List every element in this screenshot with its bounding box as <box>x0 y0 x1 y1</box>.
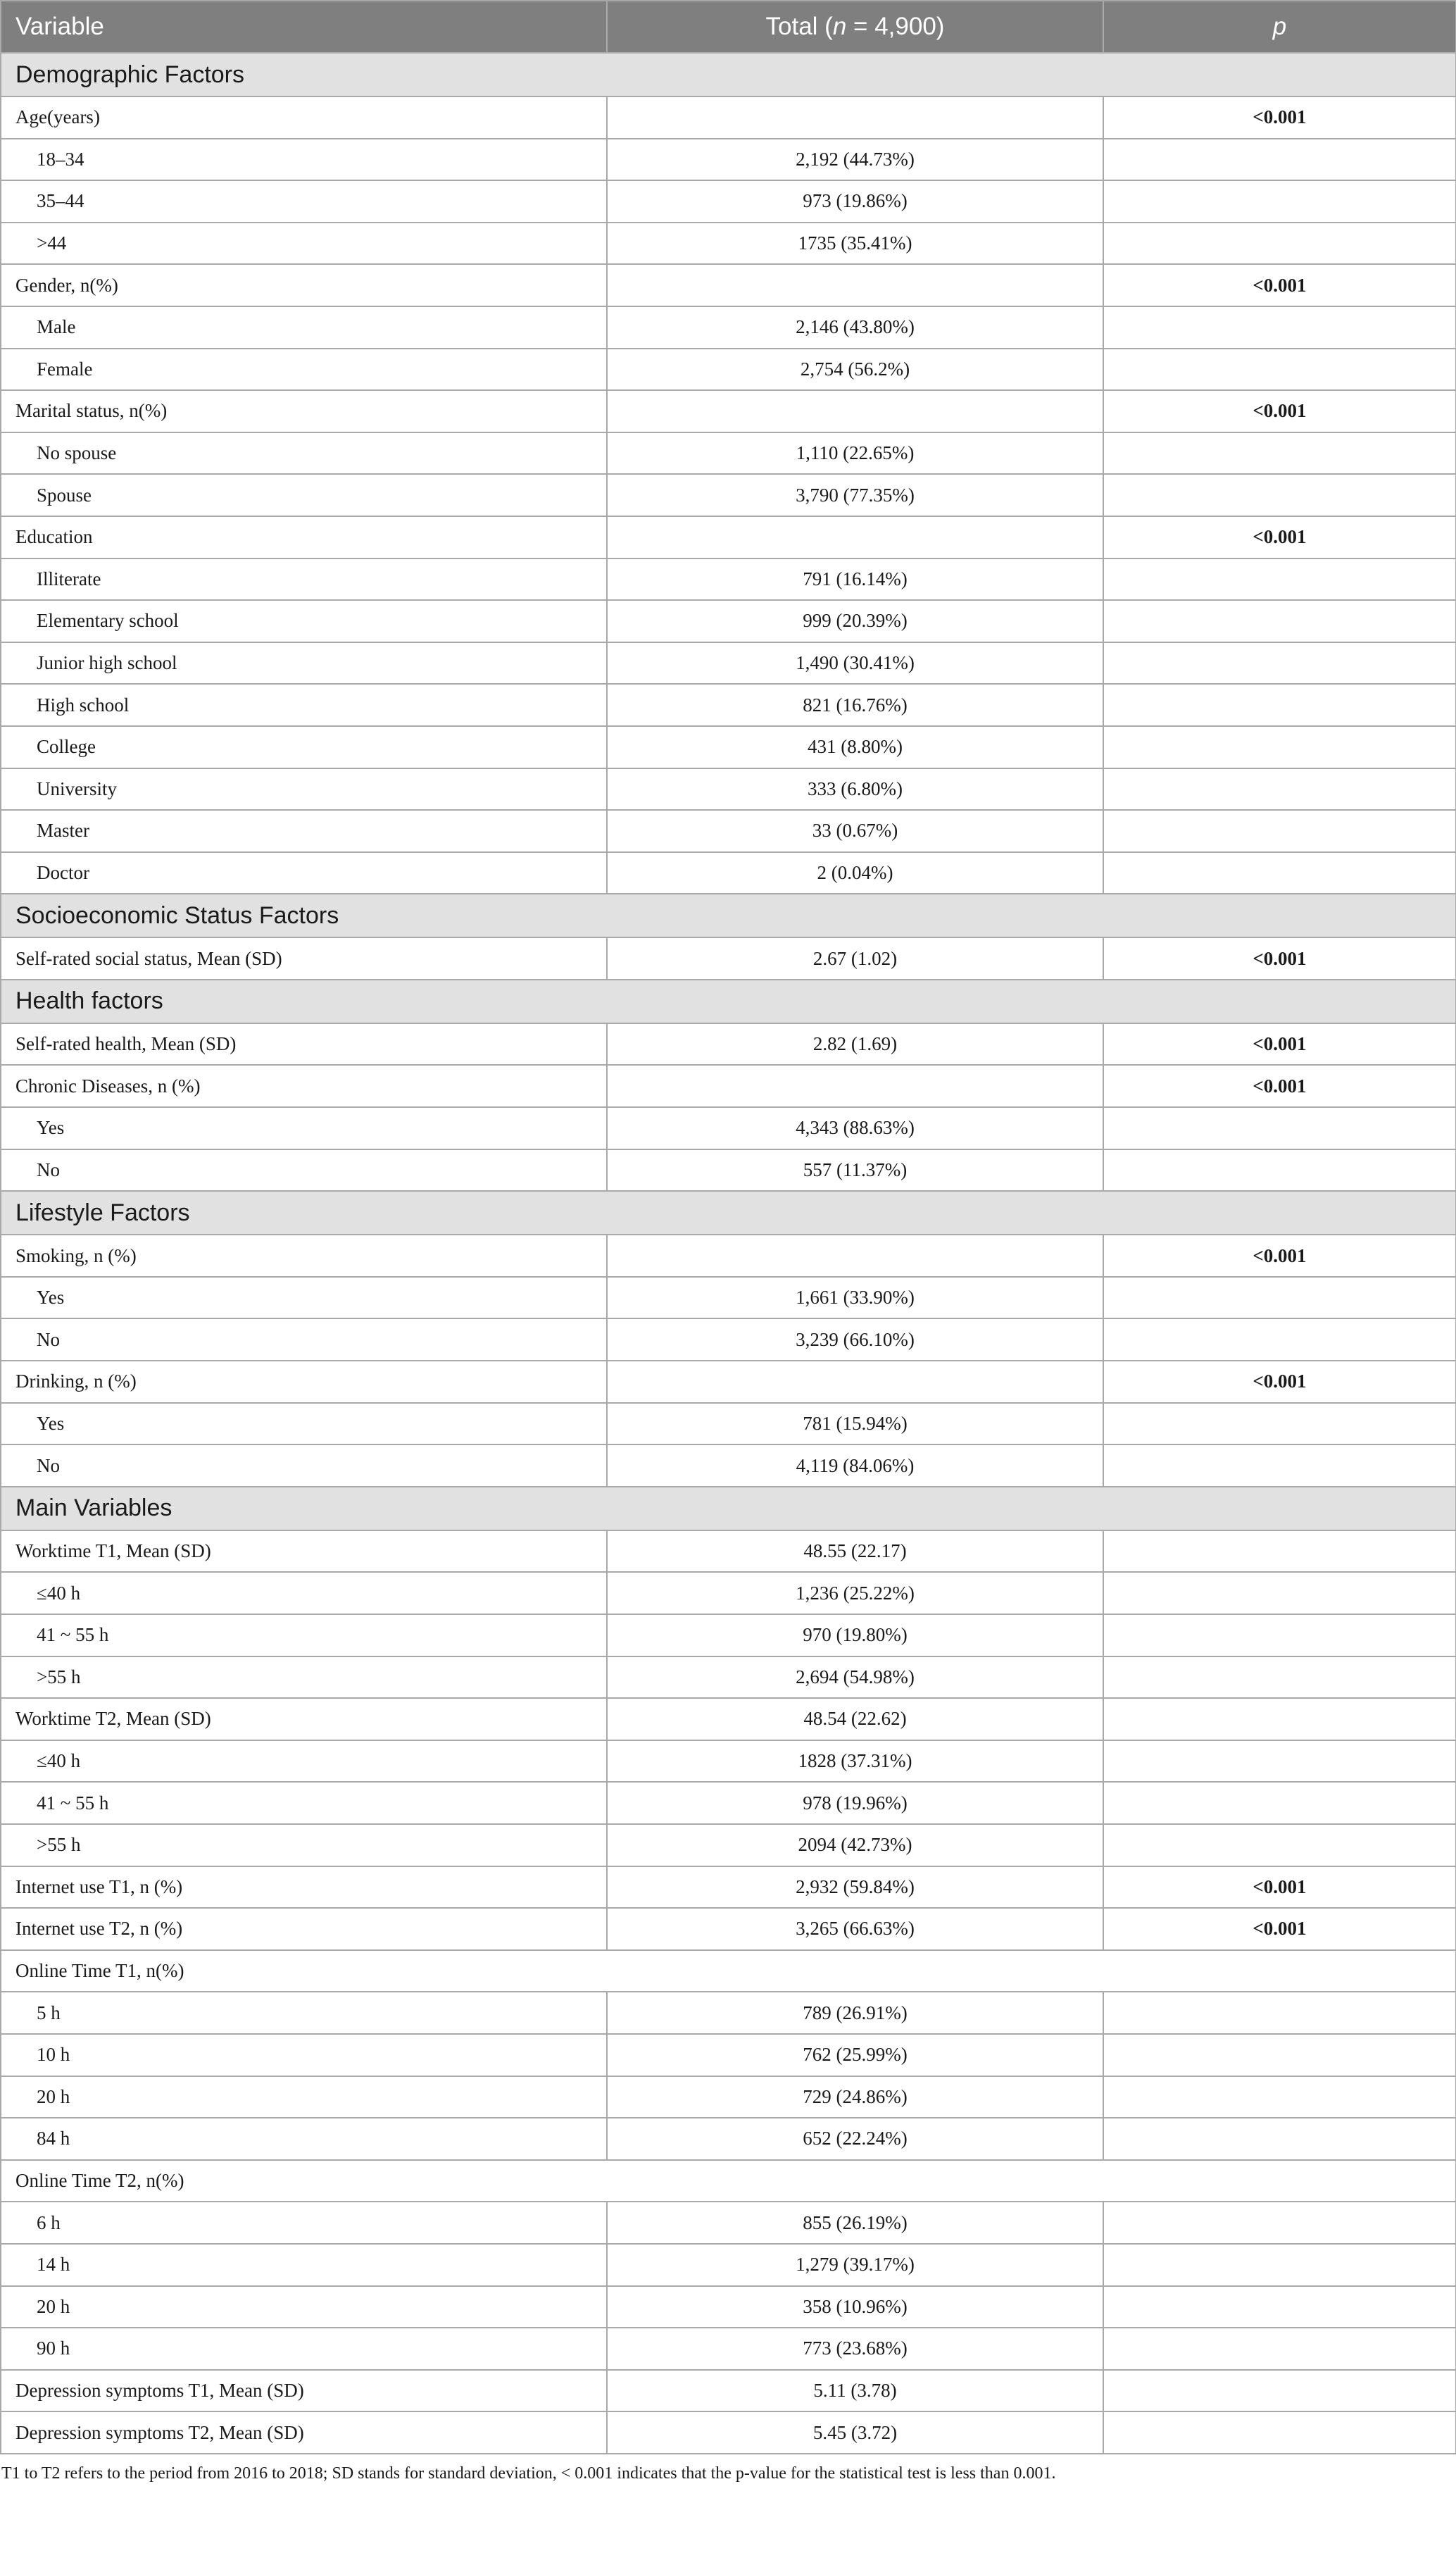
row-label: 10 h <box>1 2034 607 2076</box>
row-p-value <box>1103 349 1456 391</box>
row-p-value: <0.001 <box>1103 390 1456 432</box>
row-total <box>607 516 1103 558</box>
row-label: Worktime T2, Mean (SD) <box>1 1698 607 1740</box>
table-row <box>1 2160 1456 2202</box>
row-total: 1,661 (33.90%) <box>607 1277 1103 1319</box>
table-row <box>1 2411 1456 2454</box>
row-label: Spouse <box>1 474 607 516</box>
row-total: 431 (8.80%) <box>607 726 1103 768</box>
row-p-value <box>1103 600 1456 642</box>
section-title: Lifestyle Factors <box>1 1191 1456 1235</box>
table-body <box>1 53 1456 2454</box>
row-p-value <box>1103 810 1456 852</box>
row-total: 1,110 (22.65%) <box>607 432 1103 475</box>
row-total <box>607 1361 1103 1403</box>
row-label: High school <box>1 684 607 726</box>
row-p-value <box>1103 2202 1456 2244</box>
row-p-value <box>1103 139 1456 181</box>
table-row <box>1 1866 1456 1909</box>
row-label: Smoking, n (%) <box>1 1235 607 1277</box>
table-row <box>1 642 1456 685</box>
row-p-value <box>1103 432 1456 475</box>
row-total: 2,754 (56.2%) <box>607 349 1103 391</box>
table-row <box>1 600 1456 642</box>
row-p-value <box>1103 1614 1456 1656</box>
footnote: T1 to T2 refers to the period from 2016 to 2018; SD stands for standard deviation, < 0.001 indicates that the p-value for the statistical test is less than 0.001. <box>1 2464 1056 2483</box>
row-p-value <box>1103 2244 1456 2286</box>
row-total: 2,932 (59.84%) <box>607 1866 1103 1909</box>
table-row <box>1 1614 1456 1656</box>
row-total <box>607 264 1103 306</box>
row-p-value <box>1103 1444 1456 1487</box>
row-p-value <box>1103 306 1456 349</box>
row-label: 14 h <box>1 2244 607 2286</box>
row-p-value <box>1103 2286 1456 2328</box>
row-p-value <box>1103 2328 1456 2370</box>
row-p-value <box>1103 1107 1456 1149</box>
row-label: Master <box>1 810 607 852</box>
row-total: 3,790 (77.35%) <box>607 474 1103 516</box>
row-label: Depression symptoms T1, Mean (SD) <box>1 2370 607 2412</box>
row-label: University <box>1 768 607 811</box>
table-row <box>1 432 1456 475</box>
row-total <box>607 96 1103 139</box>
row-p-value <box>1103 558 1456 601</box>
row-label: 20 h <box>1 2286 607 2328</box>
row-total: 729 (24.86%) <box>607 2076 1103 2118</box>
row-p-value <box>1103 1277 1456 1319</box>
header-variable: Variable <box>1 1 607 53</box>
table-row <box>1 1107 1456 1149</box>
table-row <box>1 1277 1456 1319</box>
row-total: 2,694 (54.98%) <box>607 1656 1103 1699</box>
row-p-value: <0.001 <box>1103 96 1456 139</box>
table-row <box>1 516 1456 558</box>
row-total: 762 (25.99%) <box>607 2034 1103 2076</box>
row-p-value <box>1103 768 1456 811</box>
section-header-row <box>1 53 1456 96</box>
row-total: 781 (15.94%) <box>607 1403 1103 1445</box>
row-label: Gender, n(%) <box>1 264 607 306</box>
table-row <box>1 1656 1456 1699</box>
row-p-value <box>1103 1656 1456 1699</box>
row-p-value <box>1103 1403 1456 1445</box>
section-title: Health factors <box>1 980 1456 1023</box>
row-total: 4,119 (84.06%) <box>607 1444 1103 1487</box>
row-total: 333 (6.80%) <box>607 768 1103 811</box>
row-total: 2,192 (44.73%) <box>607 139 1103 181</box>
row-p-value <box>1103 1530 1456 1573</box>
table-row <box>1 937 1456 980</box>
table-row <box>1 1992 1456 2034</box>
section-header-row <box>1 1191 1456 1235</box>
row-total: 1828 (37.31%) <box>607 1740 1103 1783</box>
table-row <box>1 306 1456 349</box>
row-p-value: <0.001 <box>1103 1908 1456 1950</box>
row-total: 358 (10.96%) <box>607 2286 1103 2328</box>
table-row <box>1 1698 1456 1740</box>
row-total: 5.11 (3.78) <box>607 2370 1103 2412</box>
table-row <box>1 1361 1456 1403</box>
row-p-value: <0.001 <box>1103 1361 1456 1403</box>
header-total <box>607 1 1103 53</box>
row-label: 18–34 <box>1 139 607 181</box>
row-label: 5 h <box>1 1992 607 2034</box>
row-total <box>607 1235 1103 1277</box>
row-total <box>607 390 1103 432</box>
row-total: 2 (0.04%) <box>607 852 1103 894</box>
row-p-value: <0.001 <box>1103 1023 1456 1066</box>
row-label: Self-rated health, Mean (SD) <box>1 1023 607 1066</box>
table-row <box>1 264 1456 306</box>
row-label: No <box>1 1149 607 1192</box>
table-row <box>1 474 1456 516</box>
row-label: Drinking, n (%) <box>1 1361 607 1403</box>
row-label: No spouse <box>1 432 607 475</box>
table-row <box>1 1824 1456 1866</box>
row-total: 33 (0.67%) <box>607 810 1103 852</box>
row-label: ≤40 h <box>1 1572 607 1614</box>
row-label: Online Time T2, n(%) <box>1 2160 1456 2202</box>
row-total: 773 (23.68%) <box>607 2328 1103 2370</box>
row-label: No <box>1 1318 607 1361</box>
row-label: Depression symptoms T2, Mean (SD) <box>1 2411 607 2454</box>
table-row <box>1 1023 1456 1066</box>
row-p-value <box>1103 1824 1456 1866</box>
row-label: Online Time T1, n(%) <box>1 1950 1456 1992</box>
row-total: 652 (22.24%) <box>607 2118 1103 2160</box>
section-header-row <box>1 980 1456 1023</box>
row-total: 4,343 (88.63%) <box>607 1107 1103 1149</box>
table-row <box>1 2202 1456 2244</box>
row-total: 48.55 (22.17) <box>607 1530 1103 1573</box>
table-row <box>1 768 1456 811</box>
row-total: 3,239 (66.10%) <box>607 1318 1103 1361</box>
row-label: College <box>1 726 607 768</box>
row-p-value: <0.001 <box>1103 264 1456 306</box>
row-p-value <box>1103 2118 1456 2160</box>
section-title: Socioeconomic Status Factors <box>1 894 1456 937</box>
row-total: 2.82 (1.69) <box>607 1023 1103 1066</box>
table-row <box>1 2118 1456 2160</box>
row-total: 978 (19.96%) <box>607 1782 1103 1824</box>
row-total: 48.54 (22.62) <box>607 1698 1103 1740</box>
row-total: 999 (20.39%) <box>607 600 1103 642</box>
row-p-value: <0.001 <box>1103 1065 1456 1107</box>
row-label: >55 h <box>1 1824 607 1866</box>
row-total: 855 (26.19%) <box>607 2202 1103 2244</box>
row-p-value <box>1103 1698 1456 1740</box>
row-p-value <box>1103 684 1456 726</box>
section-title: Main Variables <box>1 1487 1456 1530</box>
header-total-prefix: Total ( <box>765 13 833 40</box>
table-row <box>1 1572 1456 1614</box>
row-label: Yes <box>1 1107 607 1149</box>
row-p-value <box>1103 2034 1456 2076</box>
row-p-value <box>1103 474 1456 516</box>
table-row <box>1 1065 1456 1107</box>
row-label: 41 ~ 55 h <box>1 1614 607 1656</box>
row-label: 35–44 <box>1 180 607 223</box>
row-label: No <box>1 1444 607 1487</box>
row-total: 2.67 (1.02) <box>607 937 1103 980</box>
table-row <box>1 1950 1456 1992</box>
row-total: 789 (26.91%) <box>607 1992 1103 2034</box>
row-p-value <box>1103 223 1456 265</box>
table-row <box>1 1149 1456 1192</box>
row-total: 2094 (42.73%) <box>607 1824 1103 1866</box>
row-label: >44 <box>1 223 607 265</box>
table-row <box>1 684 1456 726</box>
header-total-suffix: = 4,900) <box>846 13 945 40</box>
row-p-value <box>1103 1740 1456 1783</box>
row-total: 2,146 (43.80%) <box>607 306 1103 349</box>
row-p-value <box>1103 2370 1456 2412</box>
row-p-value <box>1103 1992 1456 2034</box>
row-label: Illiterate <box>1 558 607 601</box>
row-label: Worktime T1, Mean (SD) <box>1 1530 607 1573</box>
row-p-value <box>1103 726 1456 768</box>
section-title: Demographic Factors <box>1 53 1456 96</box>
row-total: 791 (16.14%) <box>607 558 1103 601</box>
row-total: 557 (11.37%) <box>607 1149 1103 1192</box>
row-total: 3,265 (66.63%) <box>607 1908 1103 1950</box>
table-row <box>1 2328 1456 2370</box>
row-label: Chronic Diseases, n (%) <box>1 1065 607 1107</box>
row-label: Female <box>1 349 607 391</box>
section-header-row <box>1 894 1456 937</box>
table-row <box>1 1318 1456 1361</box>
row-p-value: <0.001 <box>1103 937 1456 980</box>
row-total: 1,490 (30.41%) <box>607 642 1103 685</box>
table-row <box>1 2034 1456 2076</box>
row-label: 6 h <box>1 2202 607 2244</box>
table-row <box>1 1782 1456 1824</box>
table-row <box>1 180 1456 223</box>
row-p-value <box>1103 2076 1456 2118</box>
table-row <box>1 96 1456 139</box>
row-p-value <box>1103 642 1456 685</box>
row-label: >55 h <box>1 1656 607 1699</box>
table-row <box>1 349 1456 391</box>
row-total: 1,236 (25.22%) <box>607 1572 1103 1614</box>
row-label: ≤40 h <box>1 1740 607 1783</box>
row-label: Age(years) <box>1 96 607 139</box>
table-row <box>1 2244 1456 2286</box>
row-total: 970 (19.80%) <box>607 1614 1103 1656</box>
table-row <box>1 2286 1456 2328</box>
section-header-row <box>1 1487 1456 1530</box>
row-p-value <box>1103 1572 1456 1614</box>
table-row <box>1 2076 1456 2118</box>
row-label: Doctor <box>1 852 607 894</box>
row-p-value: <0.001 <box>1103 1235 1456 1277</box>
header-row <box>1 1 1456 53</box>
row-total <box>607 1065 1103 1107</box>
table-row <box>1 1403 1456 1445</box>
table-row <box>1 1530 1456 1573</box>
row-total: 1,279 (39.17%) <box>607 2244 1103 2286</box>
row-p-value: <0.001 <box>1103 1866 1456 1909</box>
row-label: Marital status, n(%) <box>1 390 607 432</box>
row-p-value <box>1103 1149 1456 1192</box>
table-row <box>1 139 1456 181</box>
table-row <box>1 223 1456 265</box>
row-label: Yes <box>1 1403 607 1445</box>
row-p-value <box>1103 180 1456 223</box>
row-total: 5.45 (3.72) <box>607 2411 1103 2454</box>
row-label: 84 h <box>1 2118 607 2160</box>
row-p-value <box>1103 1782 1456 1824</box>
header-total-n: n <box>832 13 847 40</box>
table-row <box>1 1740 1456 1783</box>
row-label: Male <box>1 306 607 349</box>
row-p-value <box>1103 2411 1456 2454</box>
row-p-value: <0.001 <box>1103 516 1456 558</box>
row-label: 41 ~ 55 h <box>1 1782 607 1824</box>
table-row <box>1 1444 1456 1487</box>
row-label: Internet use T2, n (%) <box>1 1908 607 1950</box>
table-row <box>1 558 1456 601</box>
row-label: 90 h <box>1 2328 607 2370</box>
row-label: Self-rated social status, Mean (SD) <box>1 937 607 980</box>
row-p-value <box>1103 1318 1456 1361</box>
row-label: Yes <box>1 1277 607 1319</box>
table-row <box>1 810 1456 852</box>
row-total: 1735 (35.41%) <box>607 223 1103 265</box>
header-p <box>1103 1 1456 53</box>
row-label: Junior high school <box>1 642 607 685</box>
table-row <box>1 1908 1456 1950</box>
header-p-label: p <box>1272 13 1287 40</box>
row-total: 973 (19.86%) <box>607 180 1103 223</box>
table-row <box>1 726 1456 768</box>
row-label: Education <box>1 516 607 558</box>
table-row <box>1 390 1456 432</box>
table-row <box>1 2370 1456 2412</box>
table-row <box>1 852 1456 894</box>
row-label: Internet use T1, n (%) <box>1 1866 607 1909</box>
row-total: 821 (16.76%) <box>607 684 1103 726</box>
row-label: 20 h <box>1 2076 607 2118</box>
table-row <box>1 1235 1456 1277</box>
row-label: Elementary school <box>1 600 607 642</box>
row-p-value <box>1103 852 1456 894</box>
